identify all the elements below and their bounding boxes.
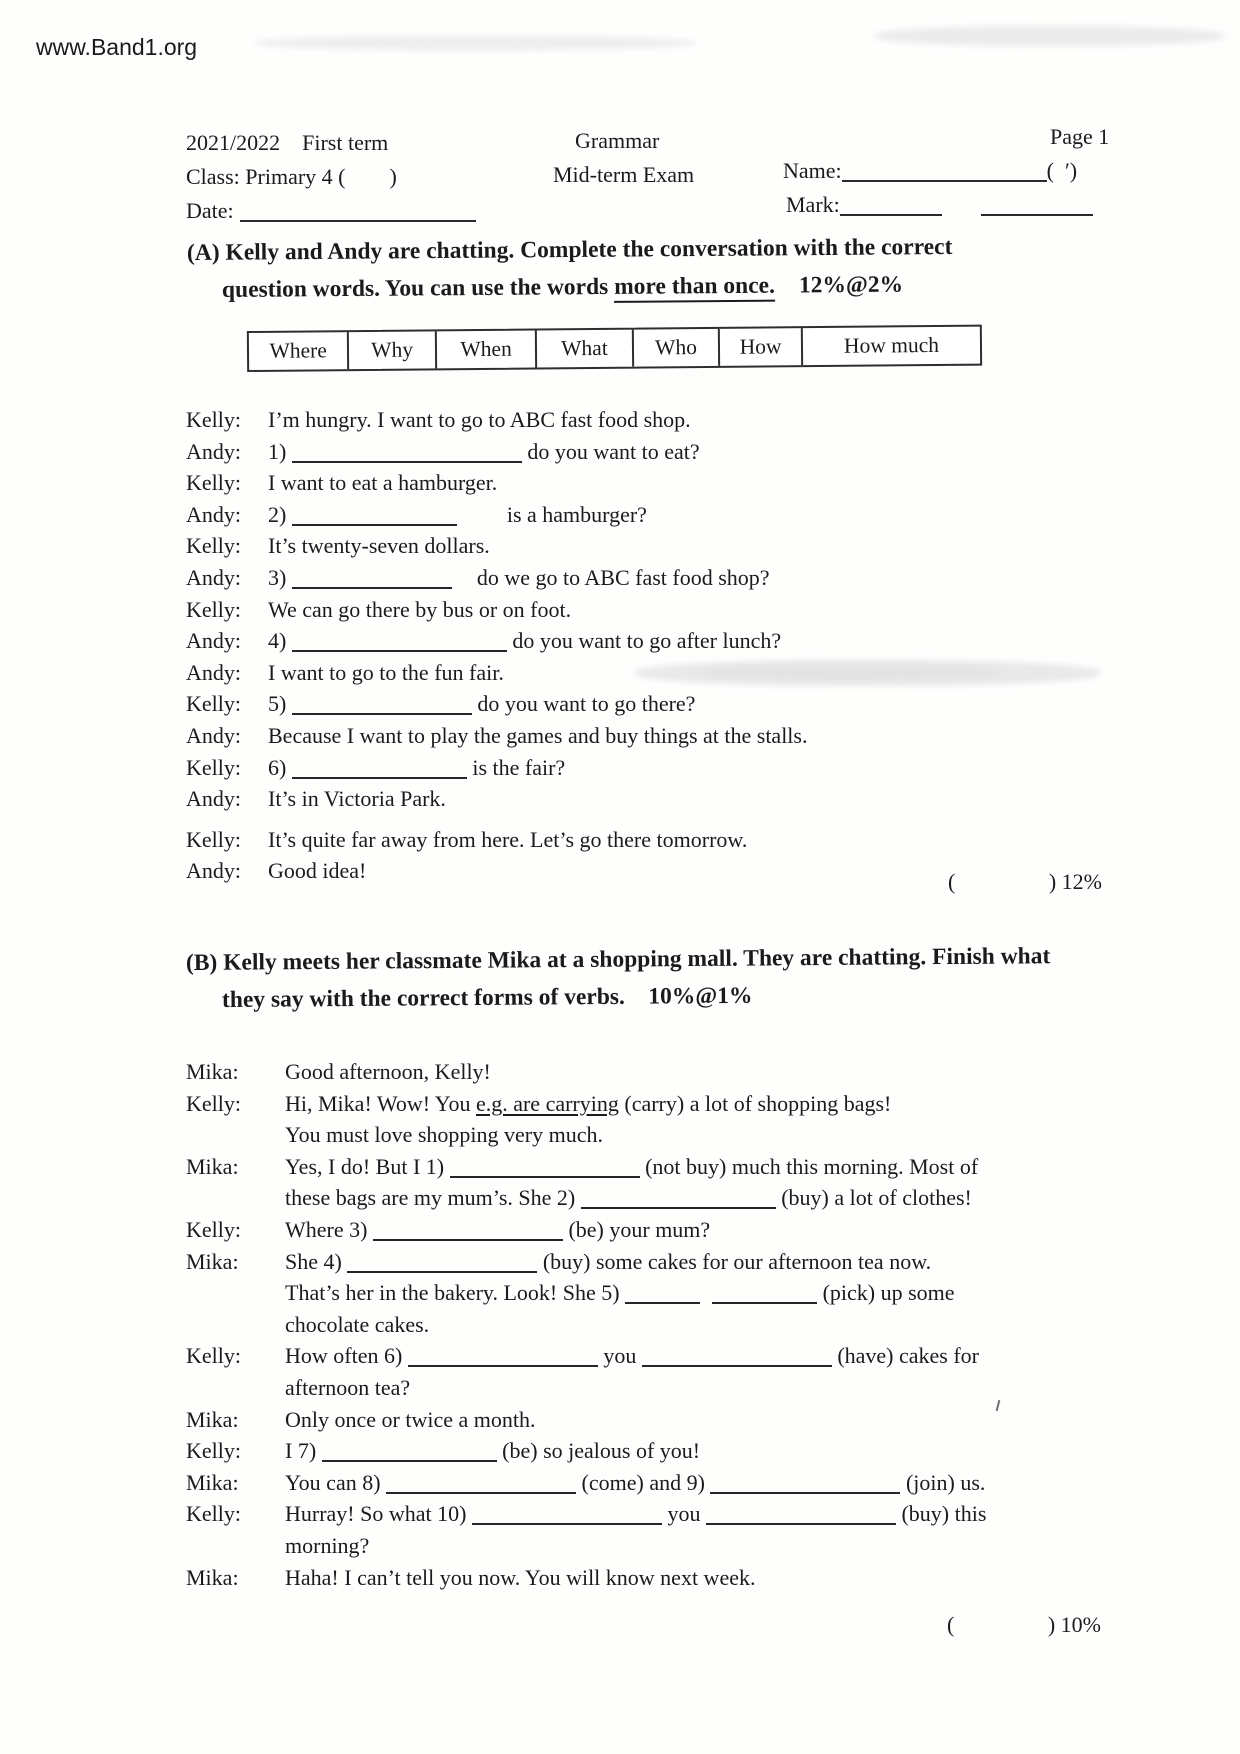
answer-blank — [642, 1349, 832, 1368]
dialogue-text: I want to go to the fun fair. — [268, 659, 504, 685]
dialogue-line — [186, 1246, 1196, 1278]
speaker-label: Kelly: — [186, 1438, 241, 1464]
header-page-number: Page 1 — [1050, 124, 1110, 149]
dialogue-content — [285, 1340, 979, 1372]
header-term: 2021/2022 First term — [186, 130, 389, 155]
dialogue-text: these bags are my mum’s. She 2) — [285, 1185, 581, 1211]
dialogue-line — [186, 1214, 1196, 1246]
dialogue-line — [186, 562, 1176, 594]
speaker-label: Mika: — [186, 1406, 239, 1432]
dialogue-line — [186, 530, 1176, 562]
dialogue-text: 5) — [268, 691, 292, 717]
dialogue-line — [186, 625, 1176, 657]
dialogue-line — [186, 467, 1176, 499]
answer-blank — [450, 1159, 640, 1178]
dialogue-line — [186, 1435, 1196, 1467]
dialogue-text: It’s twenty-seven dollars. — [268, 533, 490, 559]
dialogue-text: I’m hungry. I want to go to ABC fast food shop. — [268, 407, 691, 432]
dialogue-text: 1) — [268, 438, 292, 464]
dialogue-text: (not buy) much this morning. Most of — [639, 1153, 979, 1179]
word-box-option: Where — [269, 338, 327, 363]
heading-line2-pre: question words. You can use the words — [221, 273, 615, 303]
dialogue-content — [285, 1530, 369, 1562]
speaker-label: Kelly: — [186, 691, 241, 717]
dialogue-text: you — [597, 1343, 642, 1369]
dialogue-content — [285, 1435, 700, 1467]
dialogue-text: you — [661, 1501, 706, 1527]
speaker-label — [186, 1372, 285, 1404]
dialogue-text: do you want to go there? — [471, 691, 696, 717]
name-label: Name: — [783, 158, 842, 183]
speaker-label: Kelly: — [186, 596, 241, 622]
dialogue-text: Good idea! — [268, 858, 367, 884]
mark-line-1 — [840, 195, 942, 216]
section-a-score-inline: 12%@2% — [798, 271, 904, 299]
dialogue-line — [186, 1498, 1196, 1530]
dialogue-line — [186, 824, 1176, 856]
dialogue-content — [285, 1404, 536, 1436]
answer-blank — [292, 760, 467, 779]
dialogue-content — [268, 562, 770, 594]
dialogue-text: do you want to eat? — [521, 438, 700, 464]
dialogue-text: Only once or twice a month. — [285, 1406, 536, 1432]
name-line — [842, 161, 1047, 182]
speaker-label — [186, 1182, 285, 1214]
word-box-option: How much — [801, 327, 980, 366]
dialogue-content — [285, 1246, 931, 1278]
dialogue-text: afternoon tea? — [285, 1374, 411, 1400]
speaker-label: Kelly: — [186, 533, 241, 559]
word-box-option: Why — [347, 331, 435, 369]
dialogue-line — [186, 1467, 1196, 1499]
dialogue-text: 6) — [268, 754, 292, 780]
speaker-label: Andy: — [186, 786, 241, 812]
section-b-heading-line2: they say with the correct forms of verbs. 10%@1% — [221, 982, 753, 1013]
speaker-label: Mika: — [186, 1059, 239, 1084]
dialogue-line — [186, 1056, 1196, 1088]
speaker-label — [186, 1530, 285, 1562]
dialogue-text: Hi, Mika! Wow! You — [285, 1090, 476, 1116]
dialogue-text: morning? — [285, 1532, 370, 1558]
dialogue-text: (be) your mum? — [562, 1216, 711, 1242]
dialogue-content — [285, 1088, 891, 1120]
dialogue-content — [285, 1151, 978, 1183]
scan-smudge — [875, 26, 1225, 46]
section-a-heading-line1: (A) Kelly and Andy are chatting. Complete the conversation with the correct — [186, 233, 953, 266]
dialogue-text: That’s her in the bakery. Look! She 5) — [285, 1280, 626, 1306]
scan-smudge — [255, 36, 695, 50]
underlined-instruction: more than once. — [614, 273, 775, 303]
dialogue-text: It’s in Victoria Park. — [268, 786, 446, 812]
dialogue-content — [268, 594, 571, 626]
section-b-score: ( ) 10% — [947, 1612, 1101, 1637]
dialogue-text: do we go to ABC fast food shop? — [476, 564, 770, 590]
speaker-label: Andy: — [186, 438, 241, 464]
dialogue-content — [285, 1467, 985, 1499]
answer-blank — [292, 697, 472, 716]
dialogue-line — [186, 1372, 1196, 1404]
dialogue-text: We can go there by bus or on foot. — [268, 596, 572, 622]
dialogue-text: Because I want to play the games and buy things at the stalls. — [268, 722, 808, 748]
dialogue-text: Haha! I can’t tell you now. You will know next week. — [285, 1564, 756, 1590]
question-words-box — [247, 325, 982, 372]
dialogue-content — [268, 499, 647, 531]
date-line — [240, 201, 476, 222]
word-box-option: What — [535, 330, 632, 368]
mark-label: Mark: — [786, 192, 840, 217]
answer-blank — [472, 1507, 662, 1526]
dialogue-text: (come) and 9) — [576, 1469, 711, 1495]
dialogue-content — [268, 436, 700, 468]
speaker-label: Andy: — [186, 659, 241, 685]
dialogue-text: She 4) — [285, 1248, 348, 1274]
speaker-label: Kelly: — [186, 1090, 241, 1116]
dialogue-text: is a hamburger? — [506, 501, 647, 527]
speaker-label: Kelly: — [186, 1216, 241, 1242]
dialogue-text: It’s quite far away from here. Let’s go there tomorrow. — [268, 826, 748, 852]
dialogue-text: You must love shopping very much. — [285, 1122, 603, 1148]
dialogue-text: chocolate cakes. — [285, 1311, 430, 1337]
dialogue-text: I want to eat a hamburger. — [268, 470, 498, 496]
speaker-label: Kelly: — [186, 1501, 241, 1527]
dialogue-line — [186, 499, 1176, 531]
dialogue-line — [186, 404, 1176, 436]
dialogue-line — [186, 1277, 1196, 1309]
dialogue-content — [285, 1119, 603, 1151]
date-label: Date: — [186, 198, 234, 223]
dialogue-text: (buy) some cakes for our afternoon tea now. — [537, 1248, 932, 1274]
dialogue-text: 2) — [268, 501, 292, 527]
answer-blank — [292, 507, 457, 526]
dialogue-text: 4) — [268, 628, 292, 654]
dialogue-text: is the fair? — [466, 754, 566, 780]
dialogue-text: (carry) a lot of shopping bags! — [618, 1090, 892, 1116]
dialogue-content — [268, 657, 504, 689]
underlined-example-text: e.g. are carrying — [475, 1090, 619, 1116]
dialogue-content — [268, 404, 691, 436]
dialogue-text: Hurray! So what 10) — [285, 1501, 472, 1527]
dialogue-content — [285, 1498, 986, 1530]
dialogue-line — [186, 1530, 1196, 1562]
header-class: Class: Primary 4 ( ) — [186, 164, 397, 189]
dialogue-content — [268, 783, 446, 815]
answer-blank — [292, 570, 452, 589]
section-a-score: ( ) 12% — [948, 869, 1102, 894]
speaker-label — [186, 1309, 285, 1341]
speaker-label: Mika: — [186, 1564, 239, 1590]
section-b-heading-line1: (B) Kelly meets her classmate Mika at a shopping mall. They are chatting. Finish what — [185, 943, 1051, 976]
dialogue-text: Where 3) — [285, 1216, 373, 1242]
dialogue-text: (have) cakes for — [831, 1343, 980, 1369]
answer-blank — [292, 634, 507, 653]
speaker-label: Kelly: — [186, 754, 241, 780]
dialogue-text: You can 8) — [285, 1469, 387, 1495]
answer-blank — [710, 1475, 900, 1494]
speaker-label: Andy: — [186, 722, 241, 748]
speaker-label: Mika: — [186, 1469, 239, 1495]
answer-blank — [625, 1286, 700, 1305]
dialogue-line — [186, 594, 1176, 626]
dialogue-line — [186, 1088, 1196, 1120]
dialogue-content — [285, 1182, 972, 1214]
name-suffix: ( ′) — [1046, 158, 1078, 183]
dialogue-content — [268, 688, 695, 720]
dialogue-line — [186, 1404, 1196, 1436]
dialogue-content — [268, 824, 747, 856]
speaker-label: Andy: — [186, 858, 241, 884]
dialogue-line — [186, 657, 1176, 689]
dialogue-a — [186, 404, 1176, 887]
dialogue-text: (buy) this — [895, 1501, 987, 1527]
speaker-label: Mika: — [186, 1248, 239, 1274]
dialogue-text: How often 6) — [285, 1343, 408, 1369]
answer-blank — [408, 1349, 598, 1368]
answer-blank — [347, 1254, 537, 1273]
speaker-label: Kelly: — [186, 470, 241, 496]
speaker-label: Andy: — [186, 628, 241, 654]
dialogue-line — [186, 1340, 1196, 1372]
dialogue-content — [268, 855, 366, 887]
dialogue-content — [268, 625, 781, 657]
word-box-option: Who — [632, 329, 719, 367]
word-box-option: How — [718, 328, 801, 366]
dialogue-content — [268, 720, 807, 752]
dialogue-line — [186, 1182, 1196, 1214]
dialogue-text: Yes, I do! But I 1) — [285, 1153, 450, 1179]
dialogue-content — [268, 752, 565, 784]
speaker-label: Kelly: — [186, 407, 241, 432]
dialogue-line — [186, 436, 1176, 468]
answer-blank — [581, 1191, 776, 1210]
answer-blank — [712, 1286, 817, 1305]
header-exam-type: Mid-term Exam — [553, 162, 695, 187]
speaker-label: Andy: — [186, 501, 241, 527]
header-date-row — [186, 198, 476, 224]
dialogue-text: Good afternoon, Kelly! — [285, 1059, 491, 1084]
section-a-heading-line2 — [222, 272, 903, 304]
dialogue-text: 3) — [268, 564, 292, 590]
dialogue-text: (be) so jealous of you! — [496, 1438, 701, 1464]
dialogue-line — [186, 688, 1176, 720]
dialogue-line — [186, 752, 1176, 784]
dialogue-text: do you want to go after lunch? — [506, 628, 782, 654]
dialogue-content — [285, 1277, 955, 1309]
dialogue-content — [268, 530, 490, 562]
dialogue-line — [186, 783, 1176, 815]
header-name-row — [783, 158, 1077, 184]
answer-blank — [373, 1222, 563, 1241]
dialogue-line — [186, 720, 1176, 752]
dialogue-line — [186, 1562, 1196, 1594]
answer-blank — [322, 1444, 497, 1463]
dialogue-line — [186, 1309, 1196, 1341]
dialogue-text: (pick) up some — [817, 1280, 955, 1306]
dialogue-content — [285, 1562, 755, 1594]
dialogue-text: I 7) — [285, 1438, 322, 1464]
header-subject: Grammar — [575, 128, 660, 153]
speaker-label — [186, 1119, 285, 1151]
dialogue-content — [285, 1372, 410, 1404]
dialogue-content — [285, 1056, 491, 1088]
dialogue-line — [186, 1119, 1196, 1151]
speaker-label: Kelly: — [186, 826, 241, 852]
dialogue-content — [285, 1309, 429, 1341]
watermark: www.Band1.org — [36, 34, 198, 60]
mark-line-2 — [981, 195, 1093, 216]
answer-blank — [292, 444, 522, 463]
speaker-label: Mika: — [186, 1153, 239, 1179]
dialogue-text: (join) us. — [900, 1469, 986, 1495]
dialogue-b — [186, 1056, 1196, 1593]
speaker-label — [186, 1277, 285, 1309]
dialogue-line — [186, 1151, 1196, 1183]
dialogue-content — [285, 1214, 710, 1246]
dialogue-text: (buy) a lot of clothes! — [775, 1185, 972, 1211]
dialogue-content — [268, 467, 497, 499]
word-box-option: When — [435, 330, 536, 368]
speaker-label: Andy: — [186, 564, 241, 590]
header-mark-row — [786, 192, 1093, 218]
answer-blank — [706, 1507, 896, 1526]
speaker-label: Kelly: — [186, 1343, 241, 1369]
answer-blank — [386, 1475, 576, 1494]
